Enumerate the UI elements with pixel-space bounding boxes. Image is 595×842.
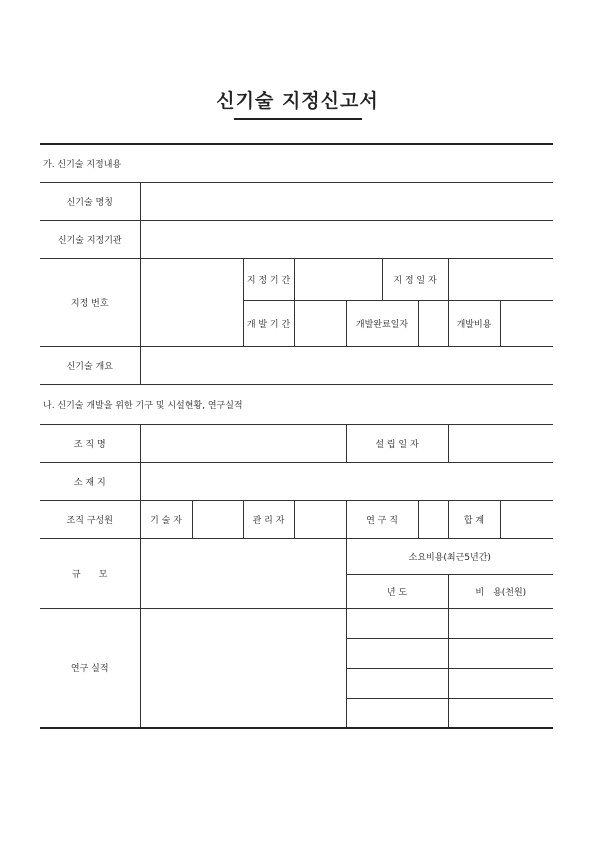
amount-field-4[interactable] bbox=[448, 698, 553, 728]
manager-label: 관 리 자 bbox=[243, 500, 294, 538]
section-b-heading: 나. 신기술 개발을 위한 기구 및 시설현황, 연구실적 bbox=[40, 384, 553, 424]
designation-period-label: 지 정 기 간 bbox=[243, 258, 294, 300]
year-column-label: 년 도 bbox=[346, 574, 448, 608]
designation-period-row bbox=[40, 258, 553, 300]
year-field-4[interactable] bbox=[346, 698, 448, 728]
tech-overview-label: 신기술 개요 bbox=[40, 346, 140, 384]
tech-name-row bbox=[40, 182, 553, 220]
amount-field-1[interactable] bbox=[448, 608, 553, 638]
section-a-heading: 가. 신기술 지정내용 bbox=[40, 144, 553, 182]
section-a-heading-row bbox=[40, 144, 553, 182]
development-complete-label: 개발완료일자 bbox=[346, 300, 418, 346]
development-complete-field[interactable] bbox=[418, 300, 448, 346]
manager-count-field[interactable] bbox=[294, 500, 346, 538]
total-count-field[interactable] bbox=[500, 500, 553, 538]
designation-number-label: 지정 번호 bbox=[40, 258, 140, 346]
cost-label: 소요비용(최근5년간) bbox=[346, 538, 553, 574]
page-title: 신기술 지정신고서 bbox=[216, 90, 379, 112]
location-row bbox=[40, 462, 553, 500]
development-period-field[interactable] bbox=[294, 300, 346, 346]
location-label: 소 재 지 bbox=[40, 462, 140, 500]
designation-number-field[interactable] bbox=[140, 258, 243, 346]
designation-period-field[interactable] bbox=[294, 258, 382, 300]
tech-agency-label: 신기술 지정기관 bbox=[40, 220, 140, 258]
amount-field-2[interactable] bbox=[448, 638, 553, 668]
year-field-3[interactable] bbox=[346, 668, 448, 698]
year-field-2[interactable] bbox=[346, 638, 448, 668]
development-period-label: 개 발 기 간 bbox=[243, 300, 294, 346]
composition-label: 조직 구성원 bbox=[40, 500, 140, 538]
amount-field-3[interactable] bbox=[448, 668, 553, 698]
location-field[interactable] bbox=[140, 462, 553, 500]
tech-agency-field[interactable] bbox=[140, 220, 553, 258]
tech-name-field[interactable] bbox=[140, 182, 553, 220]
development-cost-field[interactable] bbox=[500, 300, 553, 346]
tech-name-label: 신기술 명칭 bbox=[40, 182, 140, 220]
tech-agency-row bbox=[40, 220, 553, 258]
scale-field[interactable] bbox=[140, 538, 346, 608]
established-date-label: 설 립 일 자 bbox=[346, 424, 448, 462]
researcher-count-field[interactable] bbox=[418, 500, 448, 538]
total-label: 합 계 bbox=[448, 500, 500, 538]
organization-name-field[interactable] bbox=[140, 424, 346, 462]
engineer-label: 기 술 자 bbox=[140, 500, 192, 538]
tech-overview-field[interactable] bbox=[140, 346, 553, 384]
scale-row-1 bbox=[40, 538, 553, 574]
year-field-1[interactable] bbox=[346, 608, 448, 638]
development-cost-label: 개발비용 bbox=[448, 300, 500, 346]
designation-date-label: 지 정 일 자 bbox=[382, 258, 448, 300]
amount-column-label: 비 용(천원) bbox=[448, 574, 553, 608]
established-date-field[interactable] bbox=[448, 424, 553, 462]
research-field[interactable] bbox=[140, 608, 346, 728]
title-underline bbox=[234, 118, 362, 120]
declaration-form-table bbox=[40, 143, 553, 729]
research-label: 연구 실적 bbox=[40, 608, 140, 728]
engineer-count-field[interactable] bbox=[192, 500, 243, 538]
organization-name-row bbox=[40, 424, 553, 462]
organization-composition-row bbox=[40, 500, 553, 538]
section-b-heading-row bbox=[40, 384, 553, 424]
organization-name-label: 조 직 명 bbox=[40, 424, 140, 462]
scale-label: 규 모 bbox=[40, 538, 140, 608]
tech-overview-row bbox=[40, 346, 553, 384]
research-row-1 bbox=[40, 608, 553, 638]
designation-date-field[interactable] bbox=[448, 258, 553, 300]
researcher-label: 연 구 직 bbox=[346, 500, 418, 538]
